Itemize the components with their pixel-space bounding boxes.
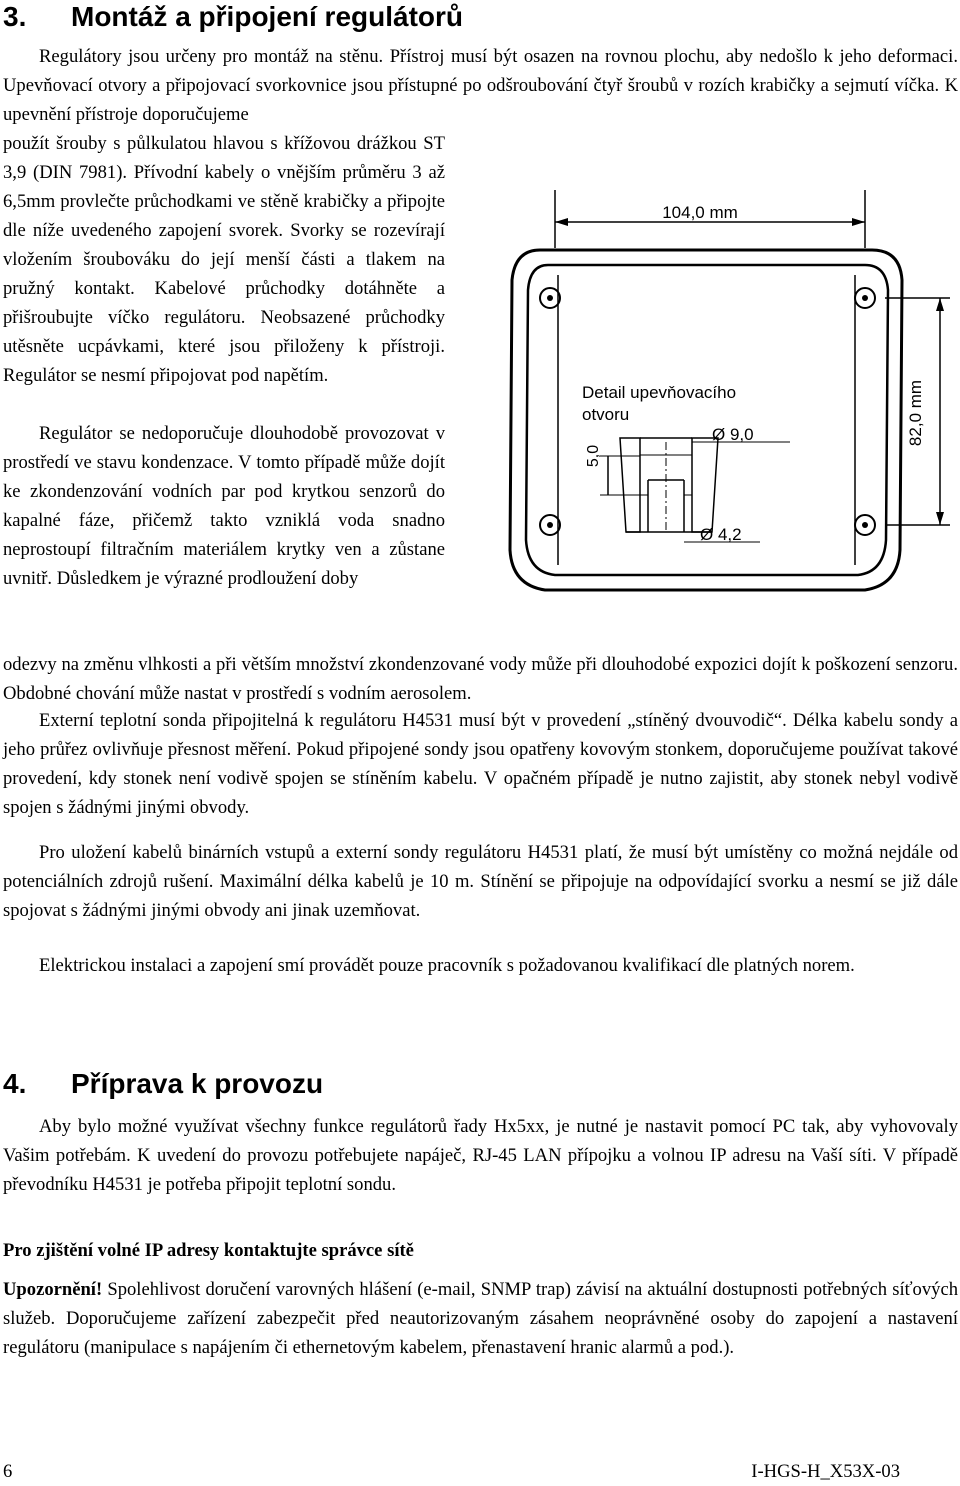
warning-label: Upozornění!	[3, 1279, 103, 1300]
width-dimension-label: 104,0 mm	[662, 203, 738, 222]
depth-label: 5,0	[585, 444, 602, 468]
detail-title: otvoru	[582, 405, 630, 424]
section-title: Montáž a připojení regulátorů	[71, 1, 464, 32]
paragraph-external-probe: Externí teplotní sonda připojitelná k regulátoru H4531 musí být v provedení „stíněný dvouvodič“. Délka kabelu sondy a jeho průřez ovlivňuje přesnost měření. Pokud připojené sondy jsou opatřeny kovovým stonkem, doporučujeme používat takové provedení, kdy stonek není vodivě spojen se stíněním kabelu. V opačném případě je nutno zajistit, aby stonek nebyl vodivě spojen s žádnými jinými obvody.	[3, 710, 958, 818]
mounting-hole	[540, 515, 560, 535]
dimension-arrow	[555, 218, 568, 226]
diameter-top-label: Ø 9,0	[712, 425, 754, 444]
dimension-arrow	[852, 218, 865, 226]
section-title: Příprava k provozu	[71, 1068, 324, 1099]
paragraph-ip-contact: Pro zjištění volné IP adresy kontaktujte správce sítě	[3, 1240, 414, 1261]
hole-cross-section	[620, 438, 718, 532]
dimension-arrow	[936, 512, 944, 525]
section-3-heading	[3, 0, 463, 34]
section-number: 4.	[3, 1068, 27, 1099]
paragraph-warning: Upozornění! Spolehlivost doručení varovných hlášení (e-mail, SNMP trap) závisí na aktuální dostupnosti potřebných síťových služeb. Doporučujeme zařízení zabezpečit před neautorizovaným zásahem neoprávněné osoby do zapojení a nastavení regulátoru (manipulace s napájením či ethernetovým kabelem, přenastavení hranic alarmů a pod.).	[3, 1279, 958, 1358]
paragraph-condensation: Regulátor se nedoporučuje dlouhodobě provozovat v prostředí ve stavu kondenzace. V tomto případě může dojít ke zkondenzování vodních par pod krytkou senzorů do kapalné fáze, přičemž takto vzniklá voda snadno neprostoupí filtračním materiálem krytky ven a zůstane uvnitř. Důsledkem je výrazné prodloužení doby	[3, 423, 445, 589]
section-number: 3.	[3, 1, 27, 32]
diameter-bottom-label: Ø 4,2	[700, 525, 742, 544]
mounting-hole	[540, 288, 560, 308]
section-4-heading	[3, 1067, 323, 1101]
paragraph-cable-routing: Pro uložení kabelů binárních vstupů a externí sondy regulátoru H4531 platí, že musí být umístěny co možná nejdále od potenciálních zdrojů rušení. Maximální délka kabelů je 10 m. Stínění se připojuje na odpovídající svorku a nesmí se již dále spojovat s žádnými jinými obvody ani jinak uzemňovat.	[3, 842, 958, 921]
paragraph-preparation: Aby bylo možné využívat všechny funkce regulátorů řady Hx5xx, je nutné je nastavit pomocí PC tak, aby vyhovovaly Vašim potřebám. K uvedení do provozu potřebujete napáječ, RJ-45 LAN přípojku a volnou IP adresu na Vaší síti. V případě převodníku H4531 je potřeba připojit teplotní sondu.	[3, 1116, 958, 1195]
mounting-hole	[855, 288, 875, 308]
paragraph-electrical-install: Elektrickou instalaci a zapojení smí provádět pouze pracovník s požadovanou kvalifikací dle platných norem.	[39, 955, 855, 976]
mounting-diagram	[500, 180, 960, 620]
detail-title: Detail upevňovacího	[582, 383, 737, 402]
paragraph-mounting-screws: použít šrouby s půlkulatou hlavou s křížovou drážkou ST 3,9 (DIN 7981). Přívodní kabely o vnějším průměru 3 až 6,5mm provlečte průchodkami ve stěně krabičky a připojte dle níže uvedeného zapojení svorek. Svorky se rozevírají vložením šroubováku do její menší části a tlakem na pružný kontakt. Kabelové průchodky dotáhněte a přišroubujte víčko regulátoru. Neobsazené průchodky utěsněte ucpávkami, které jsou přiloženy k přístroji. Regulátor se nesmí připojovat pod napětím.	[3, 133, 445, 386]
page-number: 6	[3, 1461, 13, 1482]
paragraph-condensation-cont: odezvy na změnu vlhkosti a při větším množství zkondenzované vody může při dlouhodobé expozici dojít k poškození senzoru. Obdobné chování může nastat v prostředí s vodním aerosolem.	[3, 654, 958, 704]
document-id: I-HGS-H_X53X-03	[751, 1461, 900, 1482]
dimension-arrow	[936, 298, 944, 311]
mounting-hole	[855, 515, 875, 535]
paragraph-mounting-intro: Regulátory jsou určeny pro montáž na stěnu. Přístroj musí být osazen na rovnou plochu, aby nedošlo k jeho deformaci. Upevňovací otvory a připojovací svorkovnice jsou přístupné po odšroubování čtyř šroubů v rozích krabičky a sejmutí víčka. K upevnění přístroje doporučujeme	[3, 46, 958, 125]
height-dimension-label: 82,0 mm	[906, 379, 925, 447]
